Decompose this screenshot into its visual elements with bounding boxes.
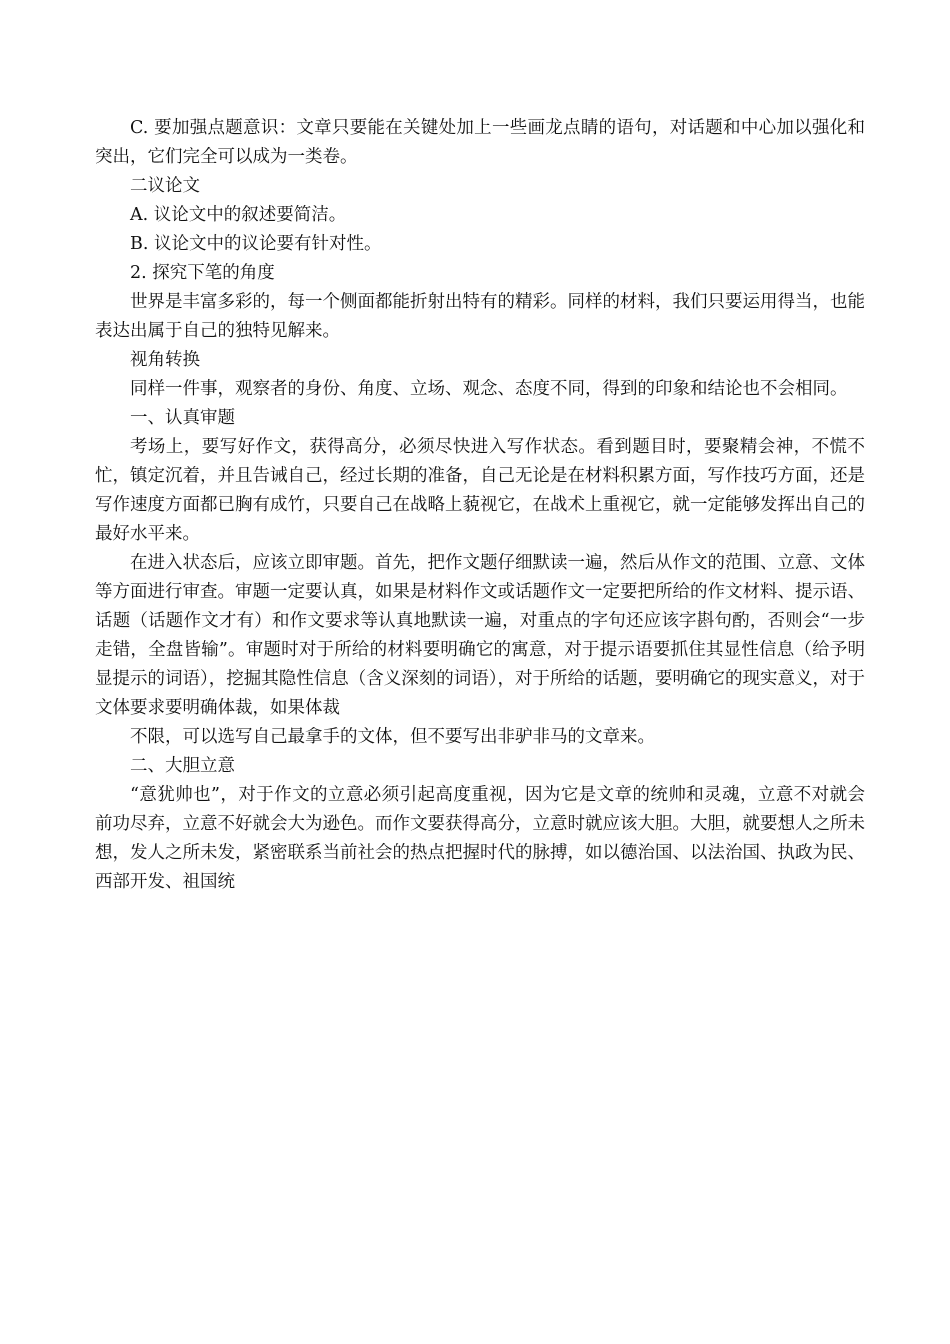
heading-bold-theme: 二、大胆立意 bbox=[130, 756, 235, 776]
paragraph-exam-room: 考场上，要写好作文，获得高分，必须尽快进入写作状态。看到题目时，要聚精会神，不慌不忙，镇定沉着，并且告诫自己，经过长期的准备，自己无论是在材料积累方面，写作技巧方面，还是写作速度方面都已胸有成竹，只要自己在战略上藐视它，在战术上重视它，就一定能够发挥出自己的最好水平来。 bbox=[95, 437, 865, 544]
paragraph-point-b: B. 议论文中的议论要有针对性。 bbox=[130, 234, 382, 254]
paragraph-unlimited-genre: 不限，可以选写自己最拿手的文体，但不要写出非驴非马的文章来。 bbox=[130, 727, 655, 747]
paragraph-point-c: C. 要加强点题意识：文章只要能在关键处加上一些画龙点睛的语句，对话题和中心加以强化和突出，它们完全可以成为一类卷。 bbox=[95, 118, 865, 167]
paragraph-theme-commander: “意犹帅也”，对于作文的立意必须引起高度重视，因为它是文章的统帅和灵魂，立意不对就会前功尽弃，立意不好就会大为逊色。而作文要获得高分，立意时就应该大胆。大胆，就要想人之所未想，发人之所未发，紧密联系当前社会的热点把握时代的脉搏，如以德治国、以法治国、执政为民、西部开发、祖国统 bbox=[95, 785, 865, 892]
heading-writing-angle: 2. 探究下笔的角度 bbox=[130, 263, 275, 283]
paragraph-world-colorful: 世界是丰富多彩的，每一个侧面都能折射出特有的精彩。同样的材料，我们只要运用得当，也能表达出属于自己的独特见解来。 bbox=[95, 292, 865, 341]
paragraph-point-a: A. 议论文中的叙述要简洁。 bbox=[130, 205, 347, 225]
paragraph-after-entering: 在进入状态后，应该立即审题。首先，把作文题仔细默读一遍，然后从作文的范围、立意、文体等方面进行审查。审题一定要认真，如果是材料作文或话题作文一定要把所给的作文材料、提示语、话题（话题作文才有）和作文要求等认真地默读一遍，对重点的字句还应该字斟句酌，否则会“一步走错，全盘皆输”。审题时对于所给的材料要明确它的寓意，对于提示语要抓住其显性信息（给予明显提示的词语），挖掘其隐性信息（含义深刻的词语），对于所给的话题，要明确它的现实意义，对于文体要求要明确体裁，如果体裁 bbox=[95, 553, 865, 718]
heading-argumentative: 二议论文 bbox=[130, 176, 200, 196]
heading-careful-review: 一、认真审题 bbox=[130, 408, 235, 428]
document-body bbox=[95, 114, 865, 897]
paragraph-same-event: 同样一件事，观察者的身份、角度、立场、观念、态度不同，得到的印象和结论也不会相同。 bbox=[130, 379, 848, 399]
heading-perspective-shift: 视角转换 bbox=[130, 350, 200, 370]
